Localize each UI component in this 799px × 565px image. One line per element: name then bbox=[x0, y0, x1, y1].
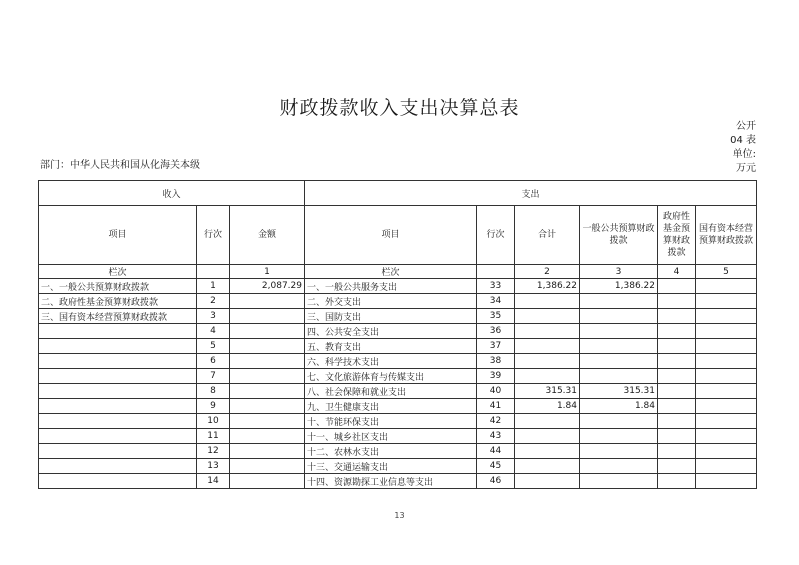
general-budget-cell bbox=[580, 324, 658, 339]
income-row-no-cell: 6 bbox=[197, 354, 230, 369]
expense-item-cell: 八、社会保障和就业支出 bbox=[305, 384, 477, 399]
expense-row-no-cell: 46 bbox=[477, 474, 515, 489]
income-row-no-cell: 12 bbox=[197, 444, 230, 459]
table-row bbox=[39, 414, 757, 429]
income-item-cell bbox=[39, 324, 197, 339]
table-row bbox=[39, 399, 757, 414]
income-row-no-cell: 7 bbox=[197, 369, 230, 384]
fund-budget-cell bbox=[658, 324, 696, 339]
fund-budget-cell bbox=[658, 339, 696, 354]
income-amount-cell bbox=[230, 354, 305, 369]
general-budget-cell: 1,386.22 bbox=[580, 279, 658, 294]
general-budget-cell bbox=[580, 339, 658, 354]
income-row-no-cell: 8 bbox=[197, 384, 230, 399]
department-label: 部门：中华人民共和国从化海关本级 bbox=[40, 160, 200, 171]
expense-section-header: 支出 bbox=[305, 181, 757, 206]
total-cell bbox=[515, 354, 580, 369]
table-row bbox=[39, 294, 757, 309]
expense-row-no-cell: 35 bbox=[477, 309, 515, 324]
state-capital-cell bbox=[696, 324, 757, 339]
general-budget-cell bbox=[580, 294, 658, 309]
expense-row-no-cell: 39 bbox=[477, 369, 515, 384]
total-cell bbox=[515, 444, 580, 459]
general-budget-cell bbox=[580, 474, 658, 489]
income-row-no-cell: 1 bbox=[197, 279, 230, 294]
income-amount-cell bbox=[230, 474, 305, 489]
income-item-cell bbox=[39, 384, 197, 399]
expense-item-cell: 六、科学技术支出 bbox=[305, 354, 477, 369]
income-item-cell bbox=[39, 429, 197, 444]
expense-item-cell: 二、外交支出 bbox=[305, 294, 477, 309]
index-label: 栏次 bbox=[39, 265, 197, 279]
income-amount-cell bbox=[230, 369, 305, 384]
total-cell bbox=[515, 369, 580, 384]
header-state: 国有资本经营预算财政拨款 bbox=[696, 206, 757, 265]
expense-row-no-cell: 42 bbox=[477, 414, 515, 429]
fund-budget-cell bbox=[658, 309, 696, 324]
income-item-cell bbox=[39, 354, 197, 369]
income-item-cell: 二、政府性基金预算财政拨款 bbox=[39, 294, 197, 309]
header-row-no: 行次 bbox=[197, 206, 230, 265]
index-c5: 5 bbox=[696, 265, 757, 279]
expense-item-cell: 十二、农林水支出 bbox=[305, 444, 477, 459]
fund-budget-cell bbox=[658, 444, 696, 459]
expense-row-no-cell: 36 bbox=[477, 324, 515, 339]
expense-row-no-cell: 43 bbox=[477, 429, 515, 444]
table-row bbox=[39, 459, 757, 474]
expense-item-cell: 九、卫生健康支出 bbox=[305, 399, 477, 414]
income-amount-cell: 2,087.29 bbox=[230, 279, 305, 294]
income-item-cell bbox=[39, 369, 197, 384]
state-capital-cell bbox=[696, 309, 757, 324]
income-row-no-cell: 10 bbox=[197, 414, 230, 429]
index-c2: 2 bbox=[515, 265, 580, 279]
expense-item-cell: 四、公共安全支出 bbox=[305, 324, 477, 339]
fund-budget-cell bbox=[658, 384, 696, 399]
expense-row-no-cell: 33 bbox=[477, 279, 515, 294]
state-capital-cell bbox=[696, 459, 757, 474]
table-row bbox=[39, 309, 757, 324]
expense-item-cell: 一、一般公共服务支出 bbox=[305, 279, 477, 294]
table-row bbox=[39, 339, 757, 354]
income-row-no-cell: 13 bbox=[197, 459, 230, 474]
income-amount-cell bbox=[230, 294, 305, 309]
state-capital-cell bbox=[696, 444, 757, 459]
income-amount-cell bbox=[230, 309, 305, 324]
total-cell bbox=[515, 429, 580, 444]
column-index-row bbox=[39, 265, 757, 279]
income-row-no-cell: 3 bbox=[197, 309, 230, 324]
income-item-cell: 一、一般公共预算财政拨款 bbox=[39, 279, 197, 294]
table-row bbox=[39, 474, 757, 489]
table-code-block bbox=[712, 120, 756, 176]
general-budget-cell bbox=[580, 369, 658, 384]
financial-table bbox=[38, 180, 757, 489]
index-blank bbox=[197, 265, 230, 279]
unit-value: 万元 bbox=[736, 163, 756, 174]
income-amount-cell bbox=[230, 399, 305, 414]
page-number: 13 bbox=[394, 511, 405, 520]
income-amount-cell bbox=[230, 414, 305, 429]
state-capital-cell bbox=[696, 429, 757, 444]
table-row bbox=[39, 429, 757, 444]
fund-budget-cell bbox=[658, 294, 696, 309]
unit-label: 单位: bbox=[732, 149, 756, 160]
fund-budget-cell bbox=[658, 279, 696, 294]
expense-row-no-cell: 34 bbox=[477, 294, 515, 309]
income-row-no-cell: 2 bbox=[197, 294, 230, 309]
index-blank-2 bbox=[477, 265, 515, 279]
income-amount-cell bbox=[230, 324, 305, 339]
state-capital-cell bbox=[696, 474, 757, 489]
expense-item-cell: 十四、资源勘探工业信息等支出 bbox=[305, 474, 477, 489]
income-amount-cell bbox=[230, 459, 305, 474]
table-row bbox=[39, 324, 757, 339]
income-item-cell bbox=[39, 339, 197, 354]
header-exp-item: 项目 bbox=[305, 206, 477, 265]
income-amount-cell bbox=[230, 429, 305, 444]
total-cell bbox=[515, 474, 580, 489]
expense-item-cell: 三、国防支出 bbox=[305, 309, 477, 324]
expense-row-no-cell: 38 bbox=[477, 354, 515, 369]
index-label-2: 栏次 bbox=[305, 265, 477, 279]
expense-row-no-cell: 44 bbox=[477, 444, 515, 459]
general-budget-cell bbox=[580, 459, 658, 474]
index-c4: 4 bbox=[658, 265, 696, 279]
income-amount-cell bbox=[230, 339, 305, 354]
fund-budget-cell bbox=[658, 354, 696, 369]
fund-budget-cell bbox=[658, 459, 696, 474]
income-item-cell bbox=[39, 444, 197, 459]
state-capital-cell bbox=[696, 399, 757, 414]
income-item-cell: 三、国有资本经营预算财政拨款 bbox=[39, 309, 197, 324]
general-budget-cell bbox=[580, 429, 658, 444]
table-row bbox=[39, 384, 757, 399]
state-capital-cell bbox=[696, 294, 757, 309]
general-budget-cell bbox=[580, 444, 658, 459]
general-budget-cell: 315.31 bbox=[580, 384, 658, 399]
header-general: 一般公共预算财政拨款 bbox=[580, 206, 658, 265]
state-capital-cell bbox=[696, 369, 757, 384]
expense-row-no-cell: 41 bbox=[477, 399, 515, 414]
expense-row-no-cell: 37 bbox=[477, 339, 515, 354]
income-amount-cell bbox=[230, 444, 305, 459]
total-cell: 1,386.22 bbox=[515, 279, 580, 294]
table-row bbox=[39, 369, 757, 384]
state-capital-cell bbox=[696, 339, 757, 354]
total-cell bbox=[515, 414, 580, 429]
expense-item-cell: 七、文化旅游体育与传媒支出 bbox=[305, 369, 477, 384]
income-row-no-cell: 11 bbox=[197, 429, 230, 444]
income-row-no-cell: 4 bbox=[197, 324, 230, 339]
header-total: 合计 bbox=[515, 206, 580, 265]
state-capital-cell bbox=[696, 354, 757, 369]
income-item-cell bbox=[39, 414, 197, 429]
general-budget-cell bbox=[580, 414, 658, 429]
total-cell bbox=[515, 459, 580, 474]
income-amount-cell bbox=[230, 384, 305, 399]
general-budget-cell bbox=[580, 354, 658, 369]
header-exp-row-no: 行次 bbox=[477, 206, 515, 265]
expense-item-cell: 十、节能环保支出 bbox=[305, 414, 477, 429]
state-capital-cell bbox=[696, 279, 757, 294]
table-code-line: 04 表 bbox=[730, 135, 756, 146]
index-c3: 3 bbox=[580, 265, 658, 279]
expense-row-no-cell: 40 bbox=[477, 384, 515, 399]
header-item: 项目 bbox=[39, 206, 197, 265]
expense-item-cell: 十三、交通运输支出 bbox=[305, 459, 477, 474]
general-budget-cell: 1.84 bbox=[580, 399, 658, 414]
header-amount: 金额 bbox=[230, 206, 305, 265]
income-row-no-cell: 9 bbox=[197, 399, 230, 414]
fund-budget-cell bbox=[658, 429, 696, 444]
fund-budget-cell bbox=[658, 399, 696, 414]
total-cell: 1.84 bbox=[515, 399, 580, 414]
fund-budget-cell bbox=[658, 369, 696, 384]
state-capital-cell bbox=[696, 384, 757, 399]
index-c1: 1 bbox=[230, 265, 305, 279]
income-row-no-cell: 14 bbox=[197, 474, 230, 489]
income-item-cell bbox=[39, 399, 197, 414]
expense-item-cell: 十一、城乡社区支出 bbox=[305, 429, 477, 444]
page-title: 财政拨款收入支出决算总表 bbox=[279, 97, 520, 119]
table-row bbox=[39, 444, 757, 459]
total-cell: 315.31 bbox=[515, 384, 580, 399]
column-header-row bbox=[39, 206, 757, 265]
general-budget-cell bbox=[580, 309, 658, 324]
expense-item-cell: 五、教育支出 bbox=[305, 339, 477, 354]
income-row-no-cell: 5 bbox=[197, 339, 230, 354]
fund-budget-cell bbox=[658, 474, 696, 489]
income-item-cell bbox=[39, 474, 197, 489]
state-capital-cell bbox=[696, 414, 757, 429]
table-row bbox=[39, 279, 757, 294]
income-item-cell bbox=[39, 459, 197, 474]
header-fund: 政府性基金预算财政拨款 bbox=[658, 206, 696, 265]
fund-budget-cell bbox=[658, 414, 696, 429]
total-cell bbox=[515, 294, 580, 309]
income-section-header: 收入 bbox=[39, 181, 305, 206]
section-header-row bbox=[39, 181, 757, 206]
expense-row-no-cell: 45 bbox=[477, 459, 515, 474]
total-cell bbox=[515, 324, 580, 339]
total-cell bbox=[515, 309, 580, 324]
table-row bbox=[39, 354, 757, 369]
table-code-line: 公开 bbox=[736, 121, 756, 132]
total-cell bbox=[515, 339, 580, 354]
